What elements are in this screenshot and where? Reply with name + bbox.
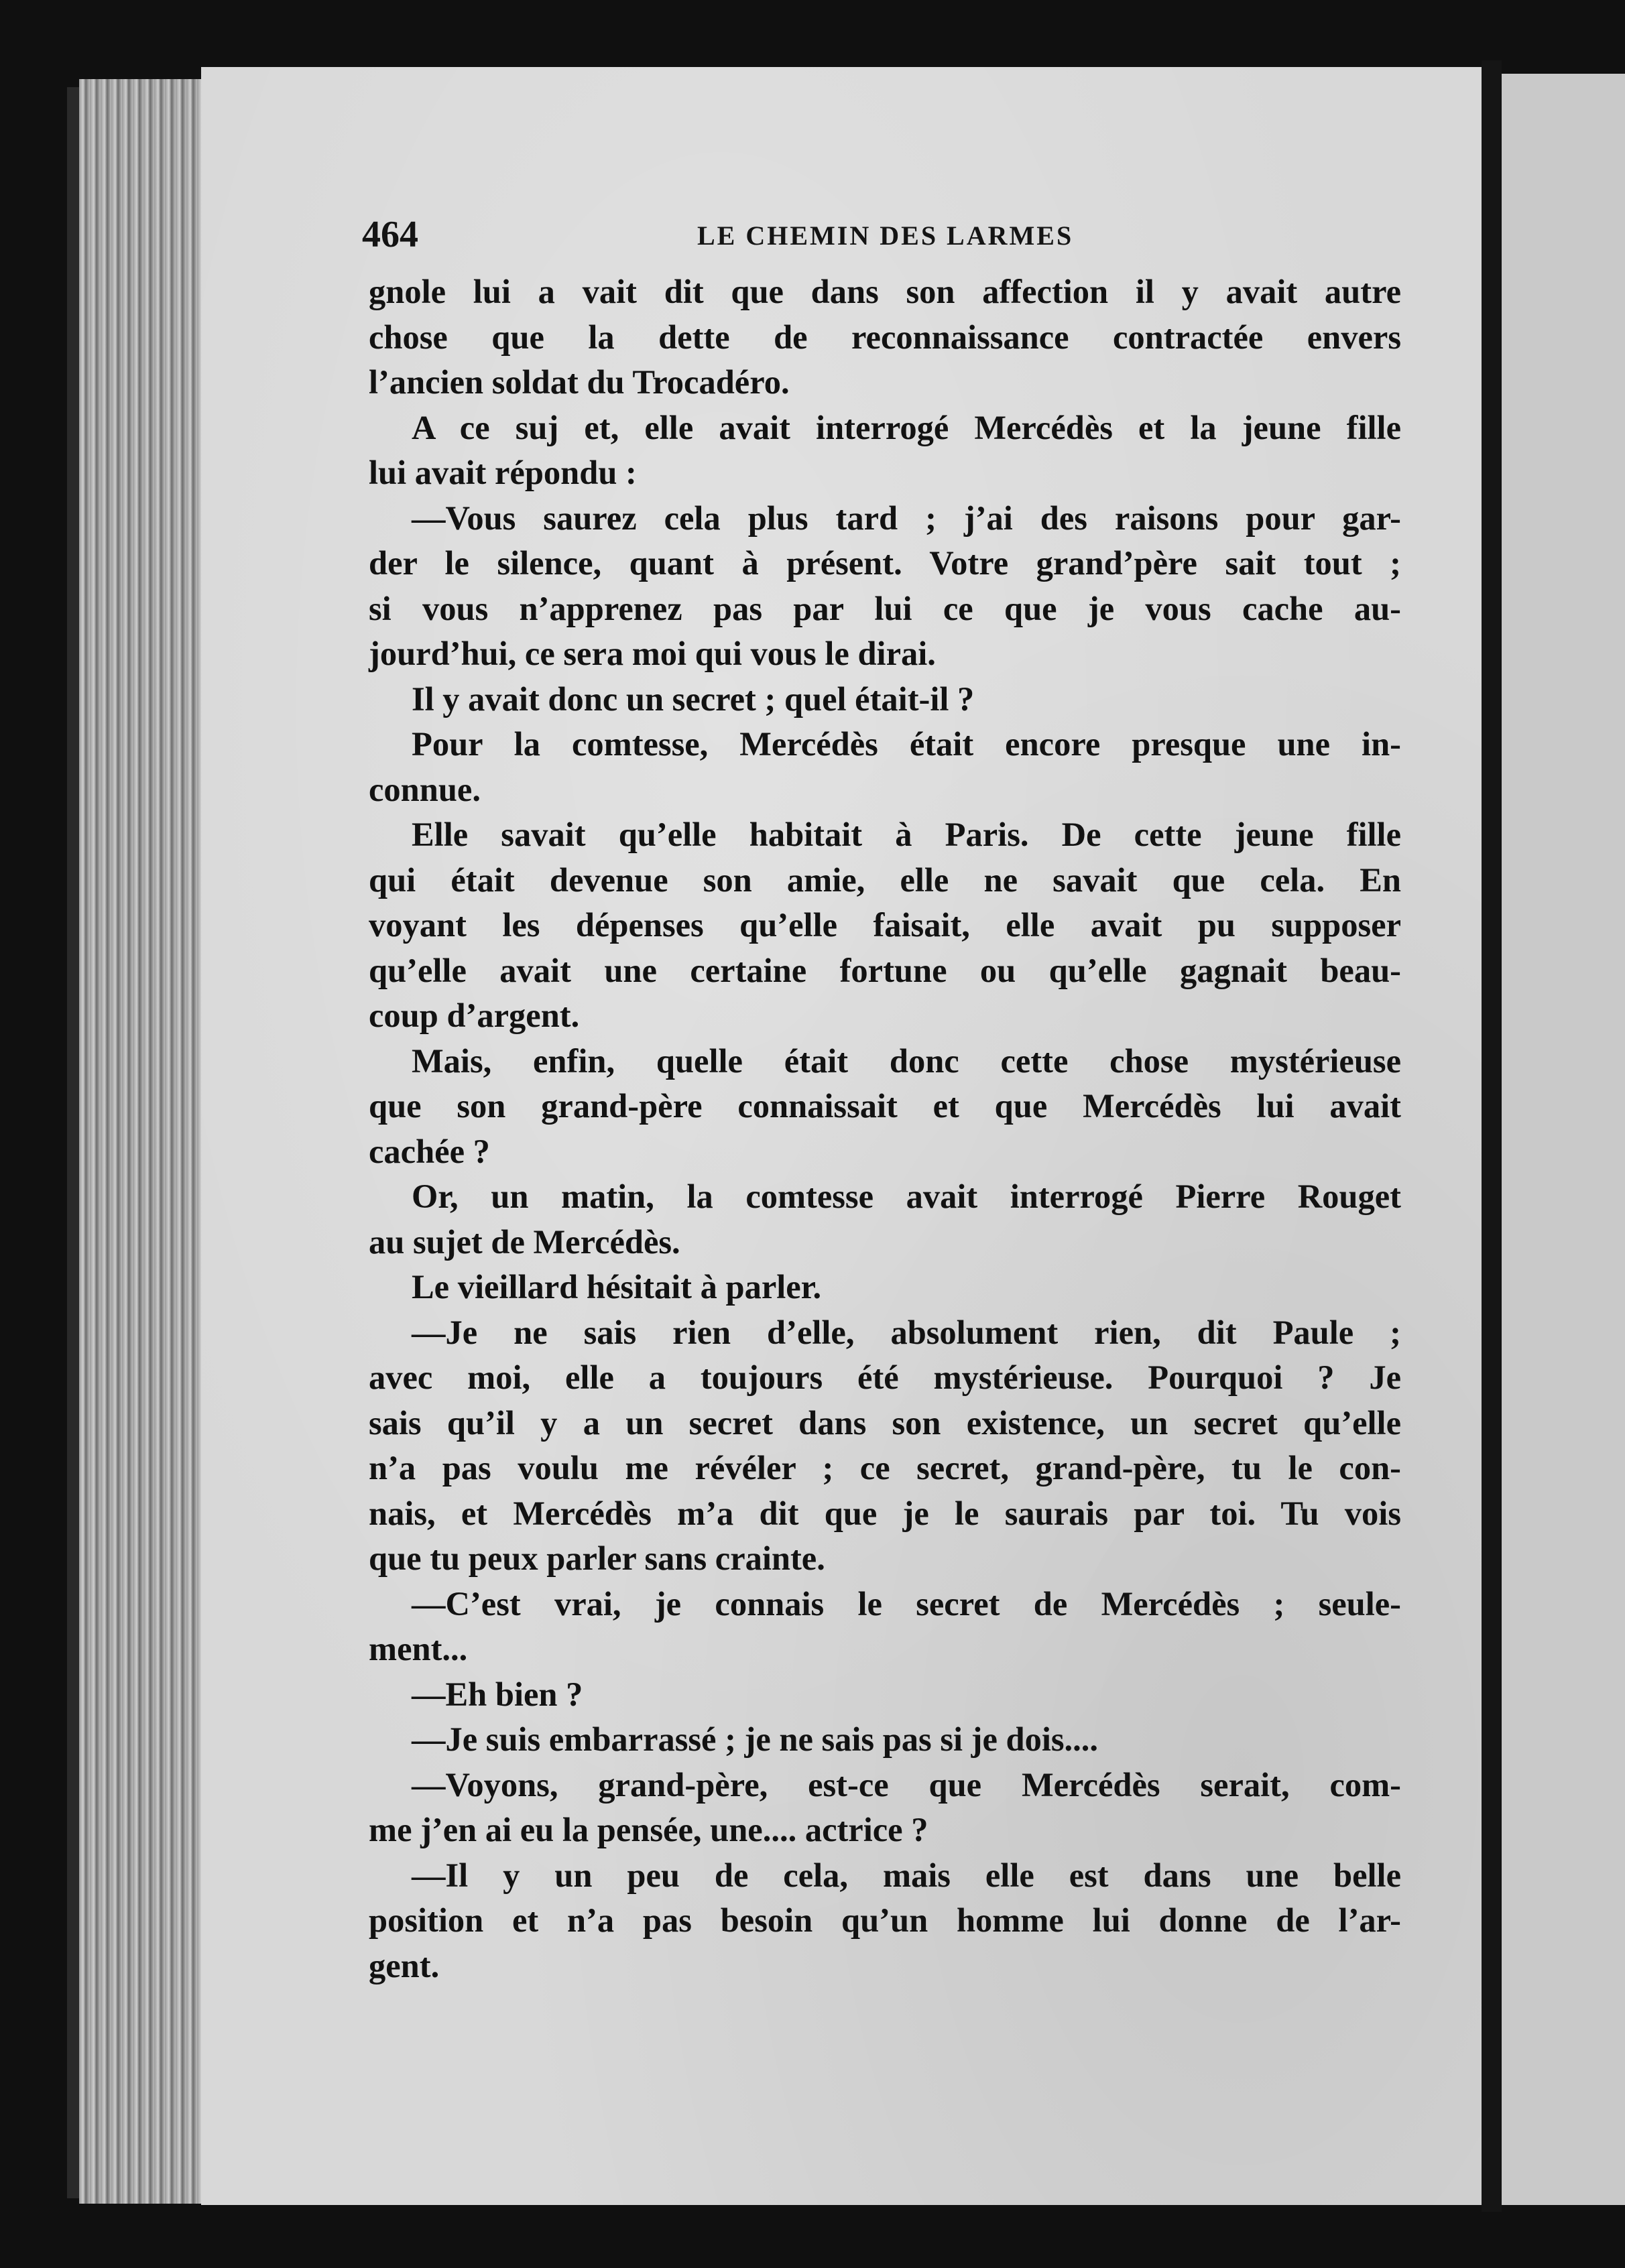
text-line: —Vous saurez cela plus tard ; j’ai des raisons pour gar- (412, 499, 1401, 537)
text-line: ment... (369, 1630, 468, 1667)
text-line: voyant les dépenses qu’elle faisait, elle avait pu supposer (369, 906, 1401, 944)
text-line: —Je suis embarrassé ; je ne sais pas si je dois.... (412, 1720, 1099, 1758)
text-line: l’ancien soldat du Trocadéro. (369, 363, 790, 401)
text-line: Or, un matin, la comtesse avait interrogé Pierre Rouget (412, 1178, 1401, 1215)
text-line: avec moi, elle a toujours été mystérieuse. Pourquoi ? Je (369, 1359, 1401, 1396)
page-header (362, 213, 1408, 260)
text-line: Pour la comtesse, Mercédès était encore presque une in- (412, 725, 1401, 763)
text-line: position et n’a pas besoin qu’un homme lui donne de l’ar- (369, 1901, 1401, 1939)
text-line: gnole lui a vait dit que dans son affection il y avait autre (369, 273, 1401, 310)
text-line: Elle savait qu’elle habitait à Paris. De cette jeune fille (412, 816, 1401, 853)
text-line: lui avait répondu : (369, 454, 637, 491)
running-title: LE CHEMIN DES LARMES (697, 220, 1074, 251)
text-line: Le vieillard hésitait à parler. (412, 1268, 822, 1306)
text-line: qui était devenue son amie, elle ne savait que cela. En (369, 861, 1401, 899)
text-line: Il y avait donc un secret ; quel était-il ? (412, 680, 975, 718)
text-line: sais qu’il y a un secret dans son existence, un secret qu’elle (369, 1403, 1401, 1442)
text-line: —Voyons, grand-père, est-ce que Mercédès serait, com- (412, 1765, 1401, 1804)
text-line: chose que la dette de reconnaissance contractée envers (369, 318, 1401, 356)
text-line: —C’est vrai, je connais le secret de Mercédès ; seule- (412, 1584, 1401, 1623)
text-line: gent. (369, 1946, 440, 1984)
text-line: coup d’argent. (369, 997, 580, 1034)
text-line: n’a pas voulu me révéler ; ce secret, grand-père, tu le con- (369, 1449, 1401, 1487)
text-line: Mais, enfin, quelle était donc cette chose mystérieuse (412, 1042, 1401, 1080)
text-line: me j’en ai eu la pensée, une.... actrice ? (369, 1811, 928, 1848)
text-line: —Je ne sais rien d’elle, absolument rien, dit Paule ; (412, 1313, 1401, 1351)
text-line: —Il y un peu de cela, mais elle est dans une belle (412, 1856, 1401, 1894)
text-line: que tu peux parler sans crainte. (369, 1539, 825, 1577)
page-number: 464 (362, 214, 418, 255)
text-line: nais, et Mercédès m’a dit que je le saurais par toi. Tu vois (369, 1494, 1401, 1532)
text-line: der le silence, quant à présent. Votre grand’père sait tout ; (369, 544, 1401, 582)
text-line: au sujet de Mercédès. (369, 1222, 680, 1261)
body-text (369, 269, 1401, 1989)
page-edges (79, 79, 213, 2204)
text-line: qu’elle avait une certaine fortune ou qu’elle gagnait beau- (369, 951, 1401, 989)
text-line: jourd’hui, ce sera moi qui vous le dirai. (369, 635, 936, 672)
text-line: A ce suj et, elle avait interrogé Mercédès et la jeune fille (412, 408, 1401, 446)
gutter-shadow (1482, 60, 1502, 2212)
facing-page-edge (1502, 74, 1625, 2205)
text-line: si vous n’apprenez pas par lui ce que je vous cache au- (369, 589, 1401, 627)
text-line: que son grand-père connaissait et que Mercédès lui avait (369, 1087, 1401, 1125)
text-line: connue. (369, 770, 481, 808)
text-line: cachée ? (369, 1132, 490, 1170)
text-line: —Eh bien ? (412, 1675, 583, 1713)
